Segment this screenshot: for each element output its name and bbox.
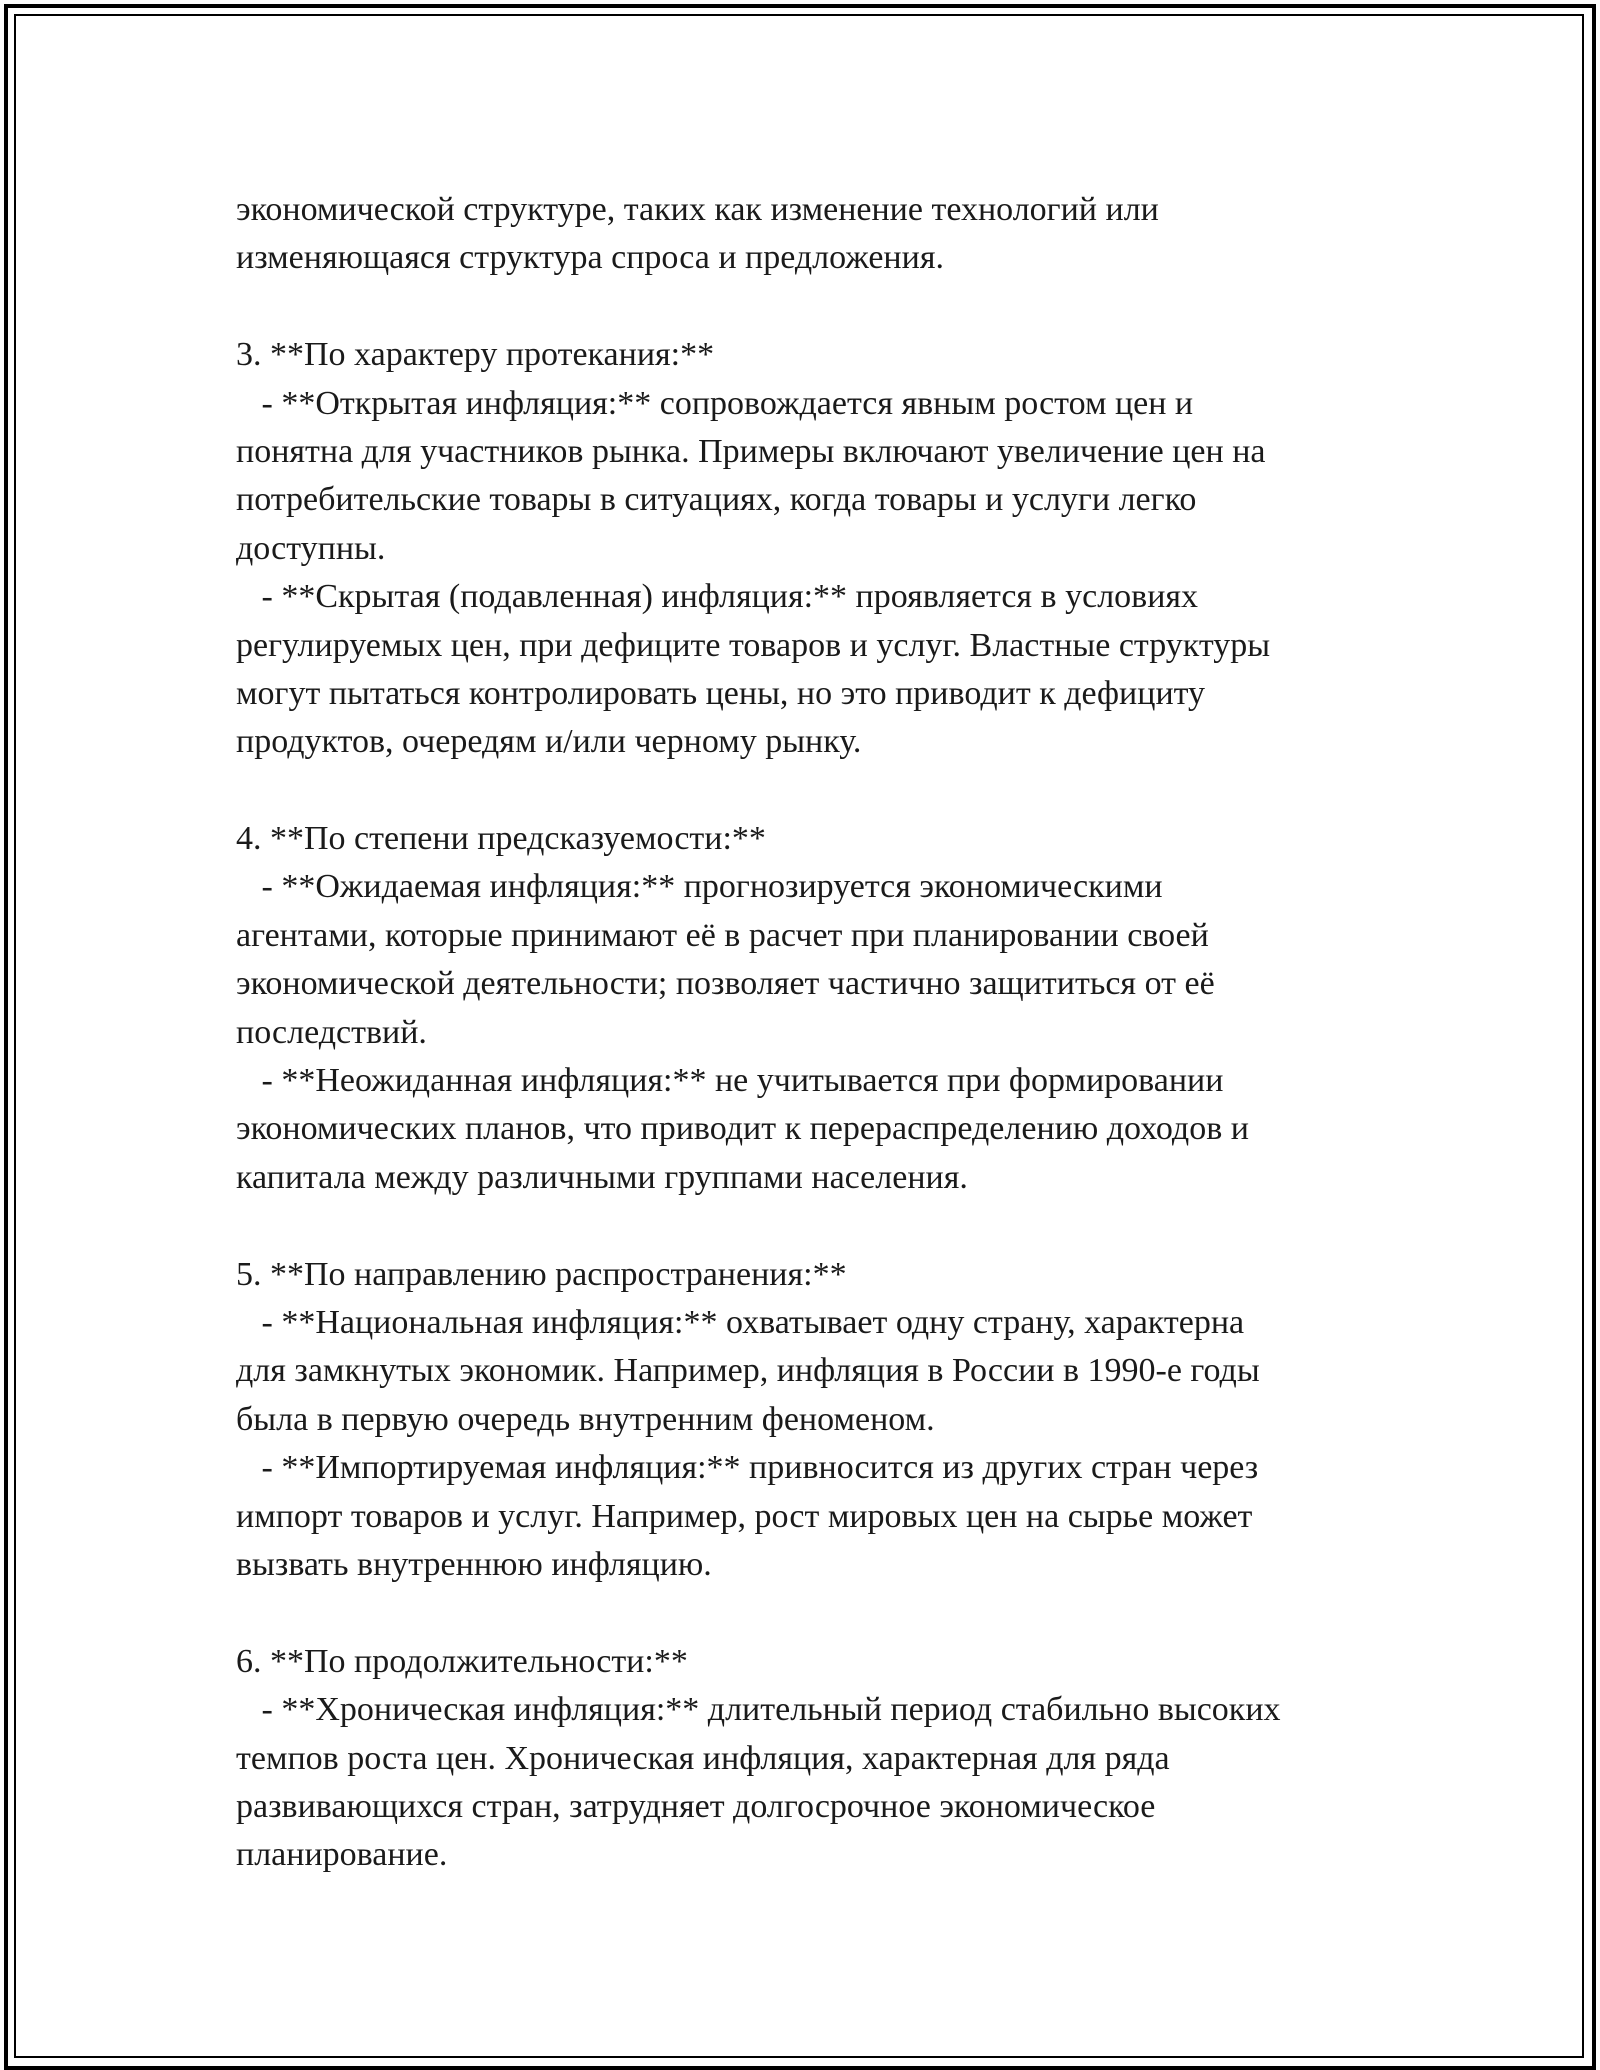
section-heading: 4. **По степени предсказуемости:** bbox=[236, 820, 766, 858]
text-line: регулируемых цен, при дефиците товаров и услуг. Властные структуры bbox=[236, 626, 1271, 664]
text-line: последствий. bbox=[236, 1013, 427, 1051]
text-line: была в первую очередь внутренним феноменом. bbox=[236, 1400, 935, 1438]
text-line: планирование. bbox=[236, 1836, 448, 1874]
blank-line bbox=[236, 1202, 1416, 1250]
text-line: развивающихся стран, затрудняет долгосрочное экономическое bbox=[236, 1787, 1156, 1825]
text-line: продуктов, очередям и/или черному рынку. bbox=[236, 723, 862, 761]
text-line: экономических планов, что приводит к перераспределению доходов и bbox=[236, 1110, 1249, 1148]
text-line: могут пытаться контролировать цены, но это приводит к дефициту bbox=[236, 674, 1206, 712]
text-line: изменяющаяся структура спроса и предложения. bbox=[236, 239, 944, 277]
list-item: - **Открытая инфляция:** сопровождается явным ростом цен и bbox=[236, 384, 1194, 422]
list-item: - **Ожидаемая инфляция:** прогнозируется экономическими bbox=[236, 868, 1163, 906]
text-line: потребительские товары в ситуациях, когда товары и услуги легко bbox=[236, 481, 1197, 519]
section-heading: 5. **По направлению распространения:** bbox=[236, 1255, 847, 1293]
document-body bbox=[236, 186, 1416, 1880]
text-line: экономической структуре, таких как изменение технологий или bbox=[236, 191, 1159, 228]
list-item: - **Национальная инфляция:** охватывает одну страну, характерна bbox=[236, 1303, 1245, 1341]
text-line: экономической деятельности; позволяет частично защититься от её bbox=[236, 965, 1215, 1003]
section-heading: 3. **По характеру протекания:** bbox=[236, 336, 715, 374]
text-line: агентами, которые принимают её в расчет при планировании своей bbox=[236, 916, 1209, 954]
list-item: - **Хроническая инфляция:** длительный период стабильно высоких bbox=[236, 1691, 1281, 1729]
text-line: вызвать внутреннюю инфляцию. bbox=[236, 1545, 712, 1583]
text-line: капитала между различными группами населения. bbox=[236, 1158, 968, 1196]
section-heading: 6. **По продолжительности:** bbox=[236, 1642, 688, 1680]
blank-line bbox=[236, 283, 1416, 331]
text-line: доступны. bbox=[236, 529, 386, 567]
list-item: - **Скрытая (подавленная) инфляция:** проявляется в условиях bbox=[236, 578, 1199, 616]
text-line: понятна для участников рынка. Примеры включают увеличение цен на bbox=[236, 432, 1266, 470]
list-item: - **Неожиданная инфляция:** не учитывается при формировании bbox=[236, 1062, 1224, 1100]
blank-line bbox=[236, 1589, 1416, 1637]
blank-line bbox=[236, 767, 1416, 815]
text-line: темпов роста цен. Хроническая инфляция, характерная для ряда bbox=[236, 1739, 1170, 1777]
text-line: для замкнутых экономик. Например, инфляция в России в 1990-е годы bbox=[236, 1352, 1260, 1390]
text-line: импорт товаров и услуг. Например, рост мировых цен на сырье может bbox=[236, 1497, 1253, 1535]
list-item: - **Импортируемая инфляция:** привносится из других стран через bbox=[236, 1449, 1259, 1487]
